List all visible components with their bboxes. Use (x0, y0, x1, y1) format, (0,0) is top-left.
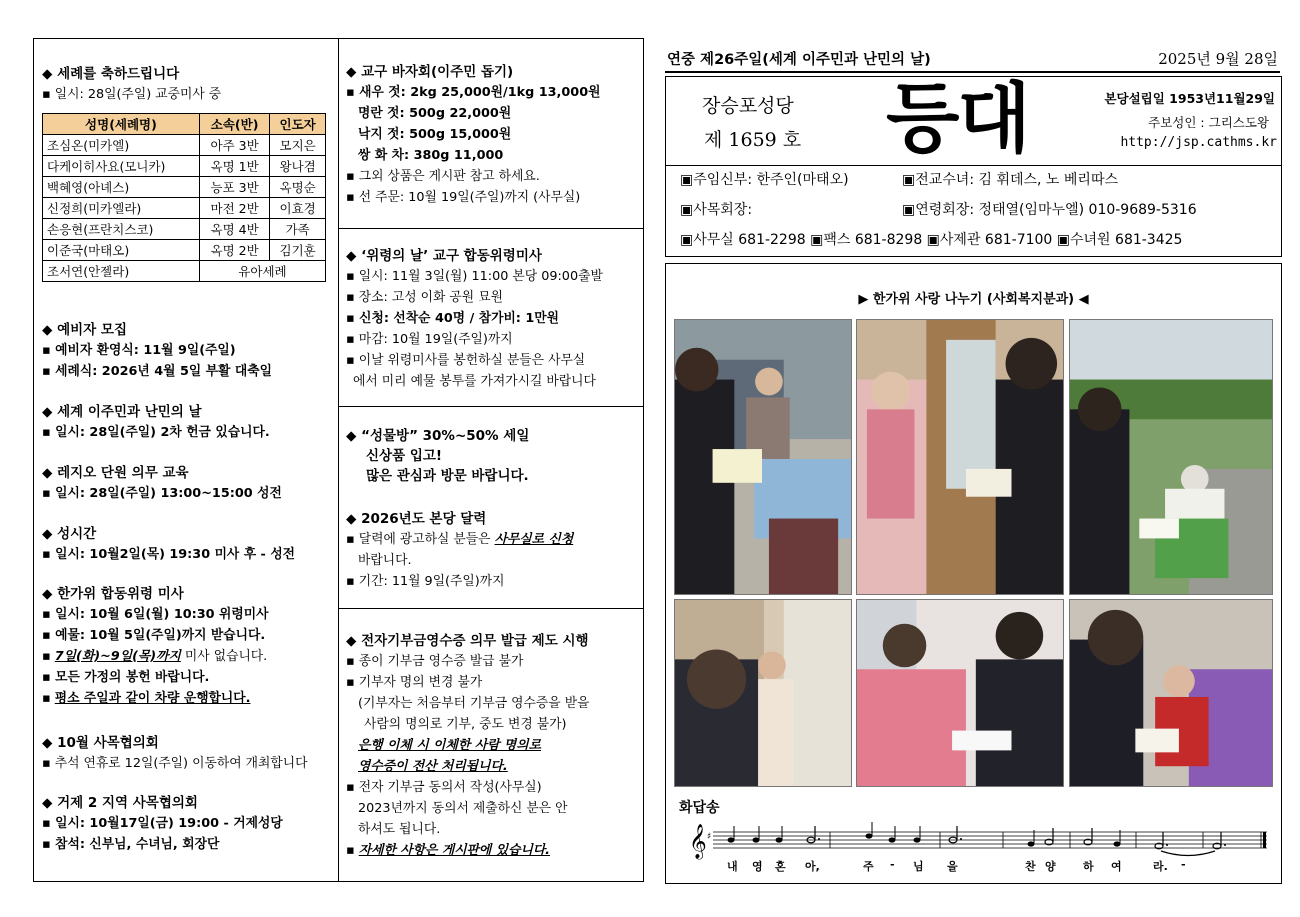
cell-guide: 이효경 (270, 198, 326, 219)
info-line: ▪ 선 주문: 10월 19일(주일)까지 (사무실) (346, 190, 581, 205)
parish-url[interactable]: http://jsp.cathms.kr (1120, 135, 1277, 150)
emphasis-text: 사무실로 신청 (494, 532, 574, 547)
bazaar-section (346, 62, 600, 208)
info-line: 명란 젓: 500g 22,000원 (358, 106, 512, 121)
gallery-caption: ▶ 한가위 사랑 나누기 (사회복지분과) ◀ (858, 292, 1089, 307)
lyric-syllable: 주 (863, 860, 874, 873)
music-staff (683, 818, 1268, 878)
emphasis-line: 영수증이 전산 처리됩니다. (358, 759, 508, 774)
table-header-row (43, 114, 326, 135)
info-line: 바랍니다. (358, 553, 412, 568)
info-line: 2023년까지 동의서 제출하신 분은 안 (358, 801, 568, 816)
table-row (43, 240, 326, 261)
info-line: 에서 미리 예물 봉투를 가져가시길 바랍니다 (353, 374, 596, 389)
cell-group: 유아세례 (199, 261, 325, 282)
info-line: ▪ 마감: 10월 19일(주일)까지 (346, 332, 513, 347)
section-heading: ◆ 성시간 (42, 526, 97, 542)
info-line: ▪ 예비자 환영식: 11월 9일(주일) (42, 343, 236, 358)
lyric-syllable: 라. (1153, 860, 1168, 873)
cell-guide: 가족 (270, 219, 326, 240)
info-line: ▪ 7일(화)~9일(목)까지 미사 없습니다. (42, 649, 268, 664)
song-lyrics (683, 858, 1268, 876)
section-heading: ◆ ‘위령의 날’ 교구 합동위령미사 (346, 248, 542, 264)
lyric-syllable: 찬 (1025, 860, 1036, 873)
cell-name: 손응현(프란치스코) (43, 219, 200, 240)
info-line: ▪ 모든 가정의 봉헌 바랍니다. (42, 670, 210, 685)
cell-group: 아주 3반 (199, 135, 269, 156)
section-heading: ◆ 세계 이주민과 난민의 날 (42, 404, 202, 420)
cell-guide: 모지은 (270, 135, 326, 156)
info-line: ▪ 일시: 10월 6일(월) 10:30 위령미사 (42, 607, 269, 622)
info-line: ▪ 평소 주일과 같이 차량 운행합니다. (42, 691, 251, 706)
pastor: ▣주임신부: 한주인(마태오) (680, 172, 849, 188)
memorial-section (346, 246, 603, 392)
section-heading: ◆ 레지오 단원 의무 교육 (42, 465, 189, 481)
lyric-syllable: - (890, 858, 895, 871)
lyric-syllable: 여 (1111, 860, 1122, 873)
cell-group: 옥명 4반 (199, 219, 269, 240)
info-line: ▪ 일시: 10월2일(목) 19:30 미사 후 - 성전 (42, 547, 296, 562)
info-line: 쌍 화 차: 380g 11,000 (358, 148, 504, 163)
cell-name: 이준국(마태오) (43, 240, 200, 261)
liturgical-day: 연중 제26주일(세계 이주민과 난민의 날) (667, 52, 931, 68)
section-heading: ◆ 교구 바자회(이주민 돕기) (346, 64, 514, 80)
column-divider (338, 38, 339, 882)
info-line: ▪ 일시: 28일(주일) 13:00~15:00 성전 (42, 486, 282, 501)
info-line: ▪ 전자 기부금 동의서 작성(사무실) (346, 780, 542, 795)
staff-box (665, 165, 1282, 257)
info-line: ▪ 이날 위령미사를 봉헌하실 분들은 사무실 (346, 353, 586, 368)
info-line: ▪ 일시: 28일(주일) 2차 헌금 있습니다. (42, 425, 270, 440)
info-line: ▪ 자세한 사항은 게시판에 있습니다. (346, 843, 551, 858)
cell-group: 마전 2반 (199, 198, 269, 219)
district-section (42, 793, 283, 855)
info-line: (기부자는 처음부터 기부금 영수증을 받을 (358, 696, 590, 711)
chuseok-mass-section (42, 584, 268, 709)
section-heading: ◆ 거제 2 지역 사목협의회 (42, 795, 198, 811)
info-line: 낙지 젓: 500g 15,000원 (358, 127, 512, 142)
cell-guide: 옥명순 (270, 177, 326, 198)
song-title: 화답송 (679, 800, 720, 816)
cell-guide: 왕나겸 (270, 156, 326, 177)
photo-visit-2 (856, 319, 1064, 595)
lyric-syllable: 양 (1045, 860, 1056, 873)
catechumen-section (42, 320, 272, 382)
info-text: 미사 없습니다. (180, 649, 268, 664)
table-row (43, 177, 326, 198)
photo-visit-1 (674, 319, 852, 595)
masthead (665, 76, 1282, 166)
lyric-syllable: 영 (752, 860, 763, 873)
funeral-president: ▣연령회장: 정태열(임마누엘) 010-9689-5316 (902, 202, 1197, 218)
lyric-syllable: 을 (947, 860, 958, 873)
table-row (43, 198, 326, 219)
adoration-section (42, 524, 295, 565)
cell-name: 신정희(미카엘라) (43, 198, 200, 219)
emphasis-text: 자세한 사항은 게시판에 있습니다. (358, 843, 551, 858)
patron-saint: 주보성인 : 그리스도왕 (1148, 115, 1269, 130)
info-line: ▪ 기간: 11월 9일(주일)까지 (346, 574, 505, 589)
photo-visit-3 (1069, 319, 1273, 595)
baptism-table (42, 113, 326, 282)
info-line: 많은 관심과 방문 바랍니다. (366, 468, 529, 484)
section-heading: ◆ 전자기부금영수증 의무 발급 제도 시행 (346, 633, 589, 649)
table-row (43, 156, 326, 177)
issue-topline (665, 45, 1280, 73)
info-line: ▪ 일시: 10월17일(금) 19:00 - 거제성당 (42, 816, 283, 831)
bulletin-title: 등대 (886, 74, 1029, 163)
store-section (346, 426, 529, 486)
date-line: ▪ 일시: 28일(주일) 교중미사 중 (42, 87, 222, 102)
cell-group: 옥명 1반 (199, 156, 269, 177)
cell-name: 조서연(안젤라) (43, 261, 200, 282)
section-heading: ◆ 세례를 축하드립니다 (42, 66, 180, 82)
lyric-syllable: 님 (913, 860, 924, 873)
section-heading: ◆ 한가위 합동위령 미사 (42, 586, 184, 602)
column-header: 성명(세례명) (43, 114, 200, 135)
info-text: ▪ 달력에 광고하실 분들은 (346, 532, 495, 547)
photo-visit-4 (674, 599, 852, 787)
issue-number: 제 1659 호 (704, 129, 802, 151)
cell-name: 다케이히사요(모니카) (43, 156, 200, 177)
column-header: 인도자 (270, 114, 326, 135)
cell-name: 조심온(미카엘) (43, 135, 200, 156)
section-heading: ◆ 10월 사목협의회 (42, 735, 159, 751)
info-line: ▪ 그외 상품은 게시판 참고 하세요. (346, 169, 540, 184)
council-president: ▣사목회장: (680, 202, 753, 218)
section-heading: ◆ 예비자 모집 (42, 322, 127, 338)
cell-guide: 김기훈 (270, 240, 326, 261)
founded-date: 본당설립일 1953년11월29일 (1104, 91, 1275, 106)
lyric-syllable: 하 (1083, 860, 1094, 873)
cell-group: 옥명 2반 (199, 240, 269, 261)
cell-name: 백혜영(아녜스) (43, 177, 200, 198)
cell-group: 능포 3반 (199, 177, 269, 198)
info-line: 사람의 명의로 기부, 중도 변경 불가) (364, 717, 567, 732)
column-header: 소속(반) (199, 114, 269, 135)
phone-numbers: ▣사무실 681-2298 ▣팩스 681-8298 ▣사제관 681-7100 ▣수녀원 681-3425 (680, 232, 1183, 248)
svg-text:𝄞: 𝄞 (689, 824, 707, 859)
info-line: ▪ 추석 연휴로 12일(주일) 이동하여 개최합니다 (42, 756, 308, 771)
calendar-section (346, 509, 573, 592)
info-line (346, 529, 573, 550)
emphasis-text: 7일(화)~9일(목)까지 (54, 649, 181, 664)
section-heading: ◆ 2026년도 본당 달력 (346, 511, 487, 527)
table-row (43, 261, 326, 282)
photo-visit-5 (856, 599, 1064, 787)
info-line: ▪ 종이 기부금 영수증 발급 불가 (346, 654, 524, 669)
info-line: 신상품 입고! (366, 448, 443, 464)
info-line: ▪ 세례식: 2026년 4월 5일 부활 대축일 (42, 364, 272, 379)
section-divider (338, 608, 644, 609)
emphasis-line: 은행 이체 시 이체한 사람 명의로 (358, 738, 541, 753)
table-row (43, 219, 326, 240)
lyric-syllable: - (1181, 858, 1186, 871)
info-line: ▪ 예물: 10월 5일(주일)까지 받습니다. (42, 628, 266, 643)
lyric-syllable: 혼 (775, 860, 786, 873)
migrants-section (42, 402, 270, 443)
sisters: ▣전교수녀: 김 휘데스, 노 베리따스 (902, 172, 1119, 188)
pastoral-section (42, 733, 307, 774)
info-line: 하셔도 됩니다. (358, 822, 441, 837)
info-line: ▪ 일시: 11월 3일(월) 11:00 본당 09:00출발 (346, 269, 603, 284)
svg-text:♯: ♯ (707, 832, 712, 842)
section-heading: ◆ “성물방” 30%~50% 세일 (346, 428, 530, 444)
lyric-syllable: 아, (805, 860, 820, 873)
table-row (43, 135, 326, 156)
legio-section (42, 463, 282, 504)
section-divider (338, 406, 644, 407)
info-line: ▪ 신청: 선착순 40명 / 참가비: 1만원 (346, 311, 560, 326)
photo-visit-6 (1069, 599, 1273, 787)
parish-name: 장승포성당 (702, 95, 794, 117)
info-line: ▪ 새우 젓: 2kg 25,000원/1kg 13,000원 (346, 85, 601, 100)
lyric-syllable: 내 (727, 860, 738, 873)
info-line: ▪ 장소: 고성 이화 공원 묘원 (346, 290, 503, 305)
receipt-section (346, 631, 589, 861)
emphasis-text: 평소 주일과 같이 차량 운행합니다. (54, 691, 251, 706)
info-line: ▪ 참석: 신부님, 수녀님, 회장단 (42, 837, 220, 852)
section-divider (338, 228, 644, 229)
issue-date: 2025년 9월 28일 (1158, 50, 1278, 68)
info-line: ▪ 기부자 명의 변경 불가 (346, 675, 483, 690)
baptism-section (42, 64, 221, 105)
